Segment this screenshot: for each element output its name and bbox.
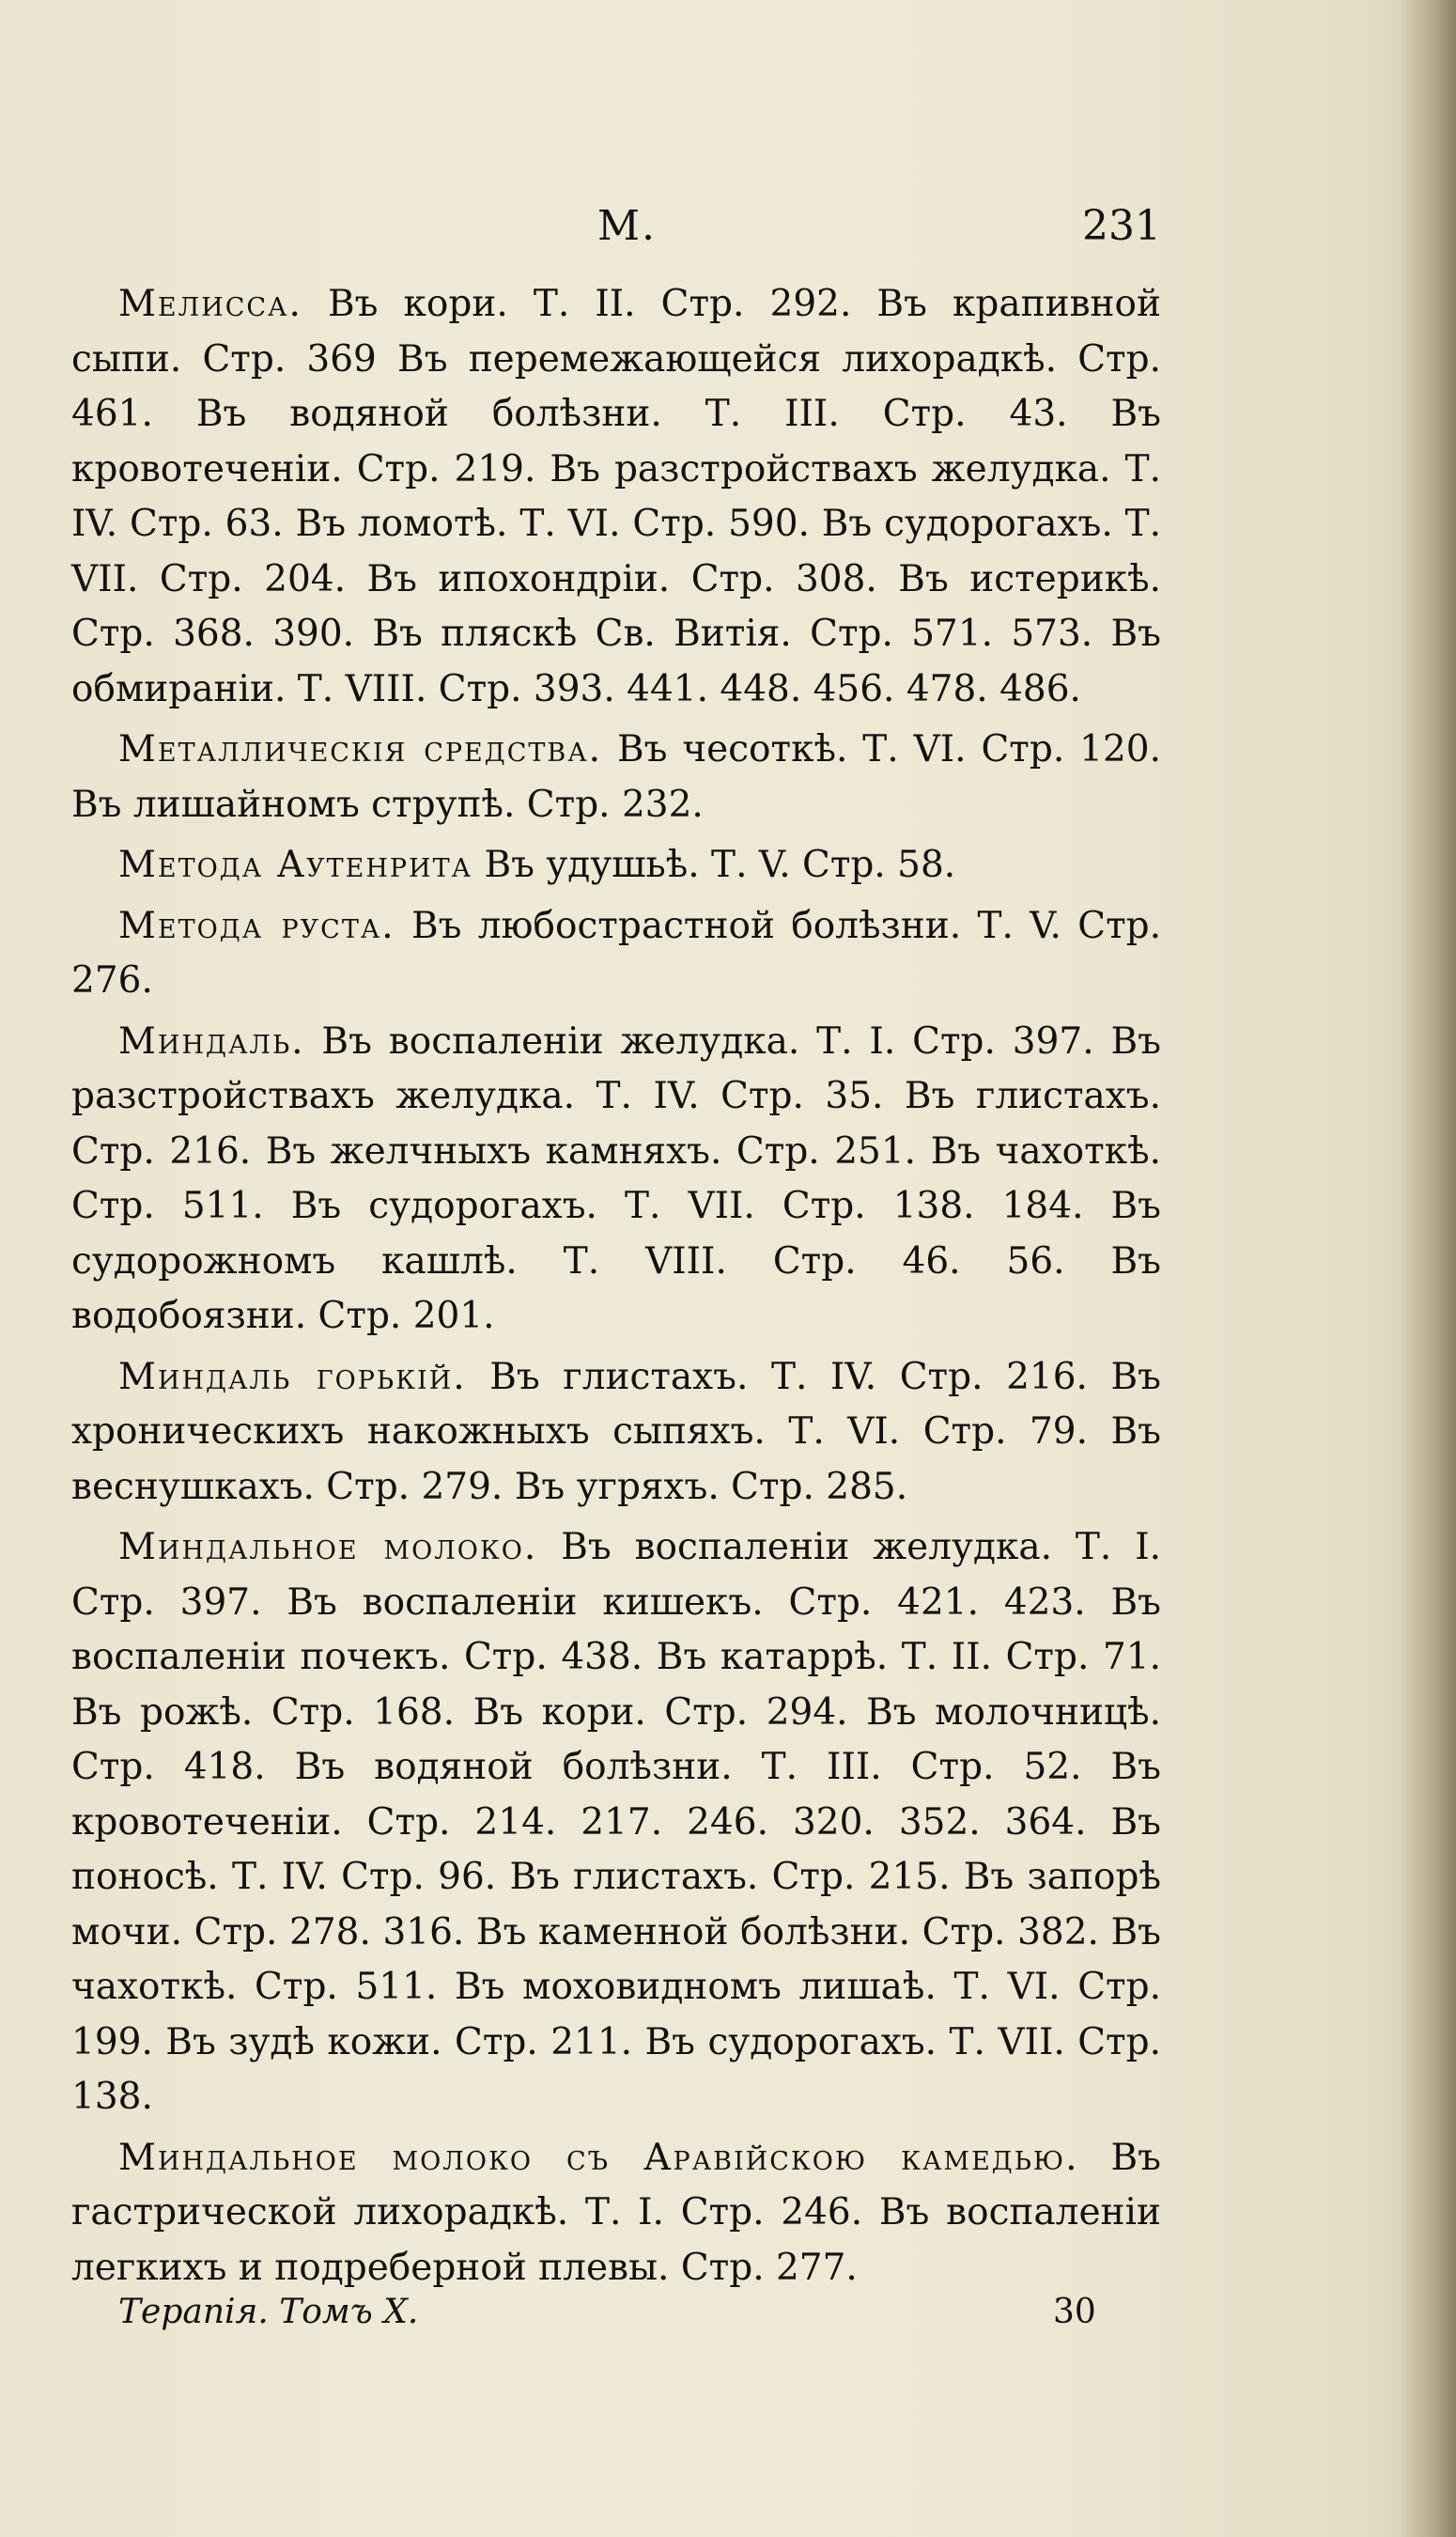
signature-mark: Терапія. Томъ X. (118, 2293, 419, 2331)
signature-footer (118, 2293, 1161, 2349)
index-entry (71, 2131, 1161, 2296)
entry-heading: Миндальное молоко. (118, 1526, 538, 1568)
entry-text: Въ удушьѣ. Т. V. Стр. 58. (472, 844, 956, 886)
entry-text: Въ воспаленіи желудка. Т. I. Стр. 397. Въ воспаленіи кишекъ. Стр. 421. 423. Въ воспаленіи почекъ. Стр. 438. Въ катаррѣ. Т. II. Стр. 71. Въ рожѣ. Стр. 168. Въ кори. Стр. 294. Въ молочницѣ. Стр. 418. Въ водяной болѣзни. Т. III. Стр. 52. Въ кровотеченіи. Стр. 214. 217. 246. 320. 352. 364. Въ поносѣ. Т. IV. Стр. 96. Въ глистахъ. Стр. 215. Въ запорѣ мочи. Стр. 278. 316. Въ каменной болѣзни. Стр. 382. Въ чахоткѣ. Стр. 511. Въ моховидномъ лишаѣ. Т. VI. Стр. 199. Въ зудѣ кожи. Стр. 211. Въ судорогахъ. Т. VII. Стр. 138. (71, 1526, 1161, 2118)
entry-text: Въ глистахъ. Т. IV. Стр. 216. Въ хроническихъ накожныхъ сыпяхъ. Т. VI. Стр. 79. Въ веснушкахъ. Стр. 279. Въ угряхъ. Стр. 285. (71, 1355, 1161, 1508)
index-entry (71, 277, 1161, 717)
index-entry (71, 899, 1161, 1009)
index-entry (71, 1350, 1161, 1516)
header-letter: М. (597, 202, 658, 250)
index-body (71, 277, 1161, 2301)
entry-text: Въ воспаленіи желудка. Т. I. Стр. 397. Въ разстройствахъ желудка. Т. IV. Стр. 35. Въ глистахъ. Стр. 216. Въ желчныхъ камняхъ. Стр. 251. Въ чахоткѣ. Стр. 511. Въ судорогахъ. Т. VII. Стр. 138. 184. Въ судорожномъ кашлѣ. Т. VIII. Стр. 46. 56. Въ водобоязни. Стр. 201. (71, 1019, 1161, 1337)
index-entry (71, 723, 1161, 833)
page-number: 231 (1082, 202, 1161, 250)
entry-heading: Метода руста. (118, 904, 395, 947)
entry-heading: Метода Аутенрита (118, 844, 473, 886)
entry-heading: Миндаль горькій. (118, 1355, 467, 1398)
entry-text: Въ гастрической лихорадкѣ. Т. I. Стр. 246. Въ воспаленіи легкихъ и подреберной плевы. Стр. 277. (71, 2136, 1161, 2289)
entry-text: Въ чесоткѣ. Т. VI. Стр. 120. Въ лишайномъ струпѣ. Стр. 232. (71, 728, 1161, 826)
entry-heading: Миндаль. (118, 1019, 305, 1063)
index-entry (71, 838, 1161, 894)
running-header (71, 202, 1161, 258)
entry-text: Въ любострастной болѣзни. Т. V. Стр. 276. (71, 904, 1162, 1002)
signature-number: 30 (1053, 2293, 1096, 2331)
entry-heading: Мелисса. (118, 283, 302, 325)
entry-heading: Миндальное молоко съ Аравійскою камедью. (118, 2136, 1079, 2179)
entry-heading: Металлическія средства. (118, 728, 603, 770)
entry-text: Въ кори. Т. II. Стр. 292. Въ крапивной сыпи. Стр. 369 Въ перемежающейся лихорадкѣ. Стр. 461. Въ водяной болѣзни. Т. III. Стр. 43. Въ кровотеченіи. Стр. 219. Въ разстройствахъ желудка. Т. IV. Стр. 63. Въ ломотѣ. Т. VI. Стр. 590. Въ судорогахъ. Т. VII. Стр. 204. Въ ипохондріи. Стр. 308. Въ истерикѣ. Стр. 368. 390. Въ пляскѣ Св. Витія. Стр. 571. 573. Въ обмираніи. Т. VIII. Стр. 393. 441. 448. 456. 478. 486. (71, 283, 1161, 710)
page-edge-shadow (1400, 0, 1456, 2537)
index-entry (71, 1520, 1161, 2125)
index-entry (71, 1015, 1161, 1345)
